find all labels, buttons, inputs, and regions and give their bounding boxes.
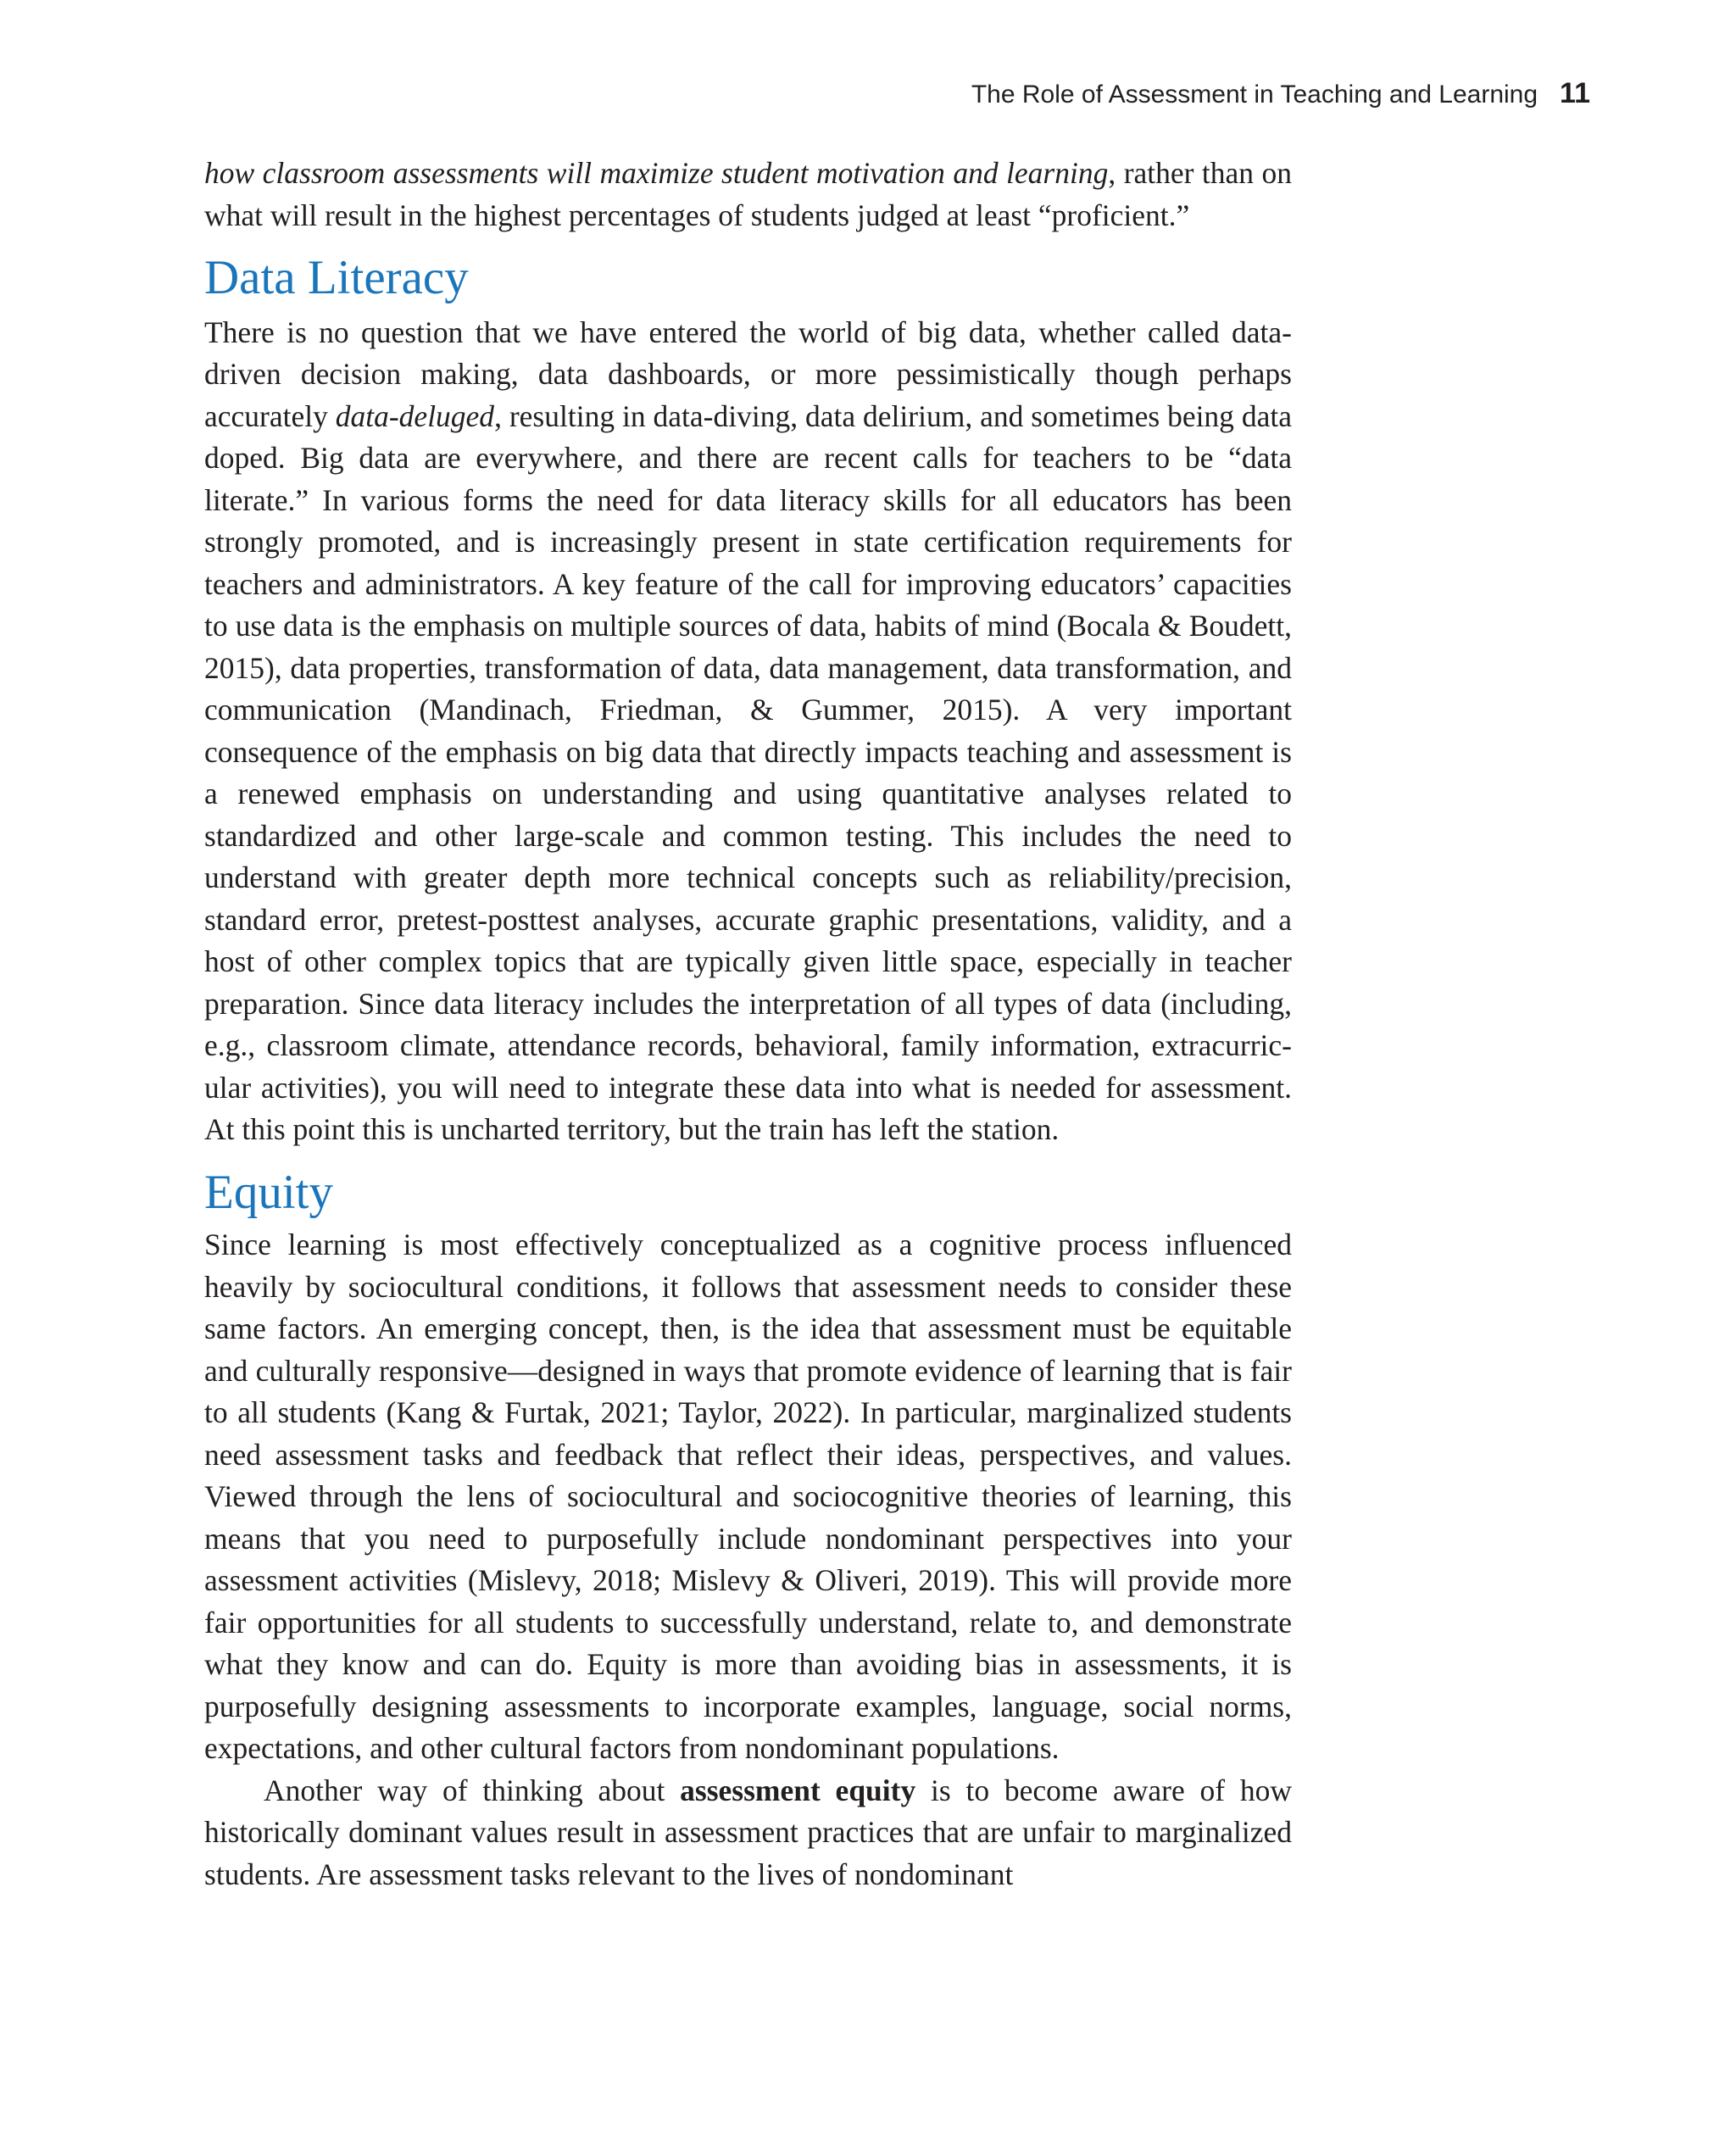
page-number: 11 (1560, 77, 1590, 109)
data-literacy-italic: data-deluged (335, 398, 495, 433)
equity-paragraph-1: Since learning is most effectively conceptualized as a cognitive process influenced heavily by sociocultural conditions, it follows that assessment needs to consider these same factors. An emerging concept, then, is the idea that assessment must be equitable and culturally responsive—designed in ways that promote evidence of learning that is fair to all students (Kang & Furtak, 2021; Taylor, 2022). In particular, marginalized students need assessment tasks and feedback that reflect their ideas, perspectives, and values. Viewed through the lens of sociocultural and sociocognitive theories of learning, this means that you need to purposefully include nondominant perspectives into your assessment activities (Mislevy, 2018; Mislevy & Oliveri, 2019). This will provide more fair opportunities for all students to successfully understand, relate to, and demonstrate what they know and can do. Equity is more than avoiding bias in assessments, it is purposefully designing assessments to incorporate examples, language, social norms, expectations, and other cultural factors from nondominant populations. (204, 1228, 1292, 1766)
equity-paragraph-2 (204, 1770, 1292, 1896)
data-literacy-paragraph (204, 312, 1292, 1151)
page-body (204, 153, 1292, 1896)
section-heading-data-literacy: Data Literacy (204, 251, 469, 304)
intro-paragraph (204, 153, 1292, 237)
intro-text: , rather than on what will result in the highest percentages of students judged at least “proficient.” (204, 156, 1292, 232)
key-term-assessment-equity: assessment equity (680, 1773, 916, 1807)
running-head (932, 75, 1590, 114)
equity-text-a: Another way of thinking about (264, 1773, 681, 1807)
running-head-title: The Role of Assessment in Teaching and Learning (971, 81, 1538, 109)
equity-text-b: is to become aware of how historically dominant values result in assessment practices that are unfair to marginalized students. Are assessment tasks relevant to the lives of nondominant (204, 1773, 1292, 1891)
intro-italic: how classroom assessments will maximize student motivation and learning (204, 156, 1109, 190)
data-literacy-text-a: There is no question that we have entered the world of big data, whether called data-driven decision making, data dashboards, or more pessimistically though perhaps accurately (204, 315, 1292, 433)
section-heading-equity: Equity (204, 1165, 333, 1219)
data-literacy-text-b: , resulting in data-diving, data delirium, and sometimes being data doped. Big data are everywhere, and there are recent calls for teachers to be “data literate.” In various forms the need for data literacy skills for all educators has been strongly promoted, and is increasingly present in state certification requirements for teachers and administrators. A key feature of the call for improving educators’ capacities to use data is the emphasis on multiple sources of data, habits of mind (Bocala & Boudett, 2015), data properties, transformation of data, data management, data transformation, and communication (Mandinach, Friedman, & Gummer, 2015). A very important consequence of the emphasis on big data that directly impacts teaching and assessment is a renewed emphasis on understanding and using quantitative analyses related to standardized and other large-scale and common testing. This includes the need to understand with greater depth more technical concepts such as reliability/precision, standard error, pretest-posttest analyses, accurate graphic presentations, validity, and a host of other complex topics that are typically given little space, especially in teacher preparation. Since data literacy includes the interpretation of all types of data (including, e.g., classroom climate, attendance records, behavioral, family information, extracurricular activities), you will need to integrate these data into what is needed for assessment. At this point this is uncharted territory, but the train has left the station. (204, 398, 1292, 1147)
